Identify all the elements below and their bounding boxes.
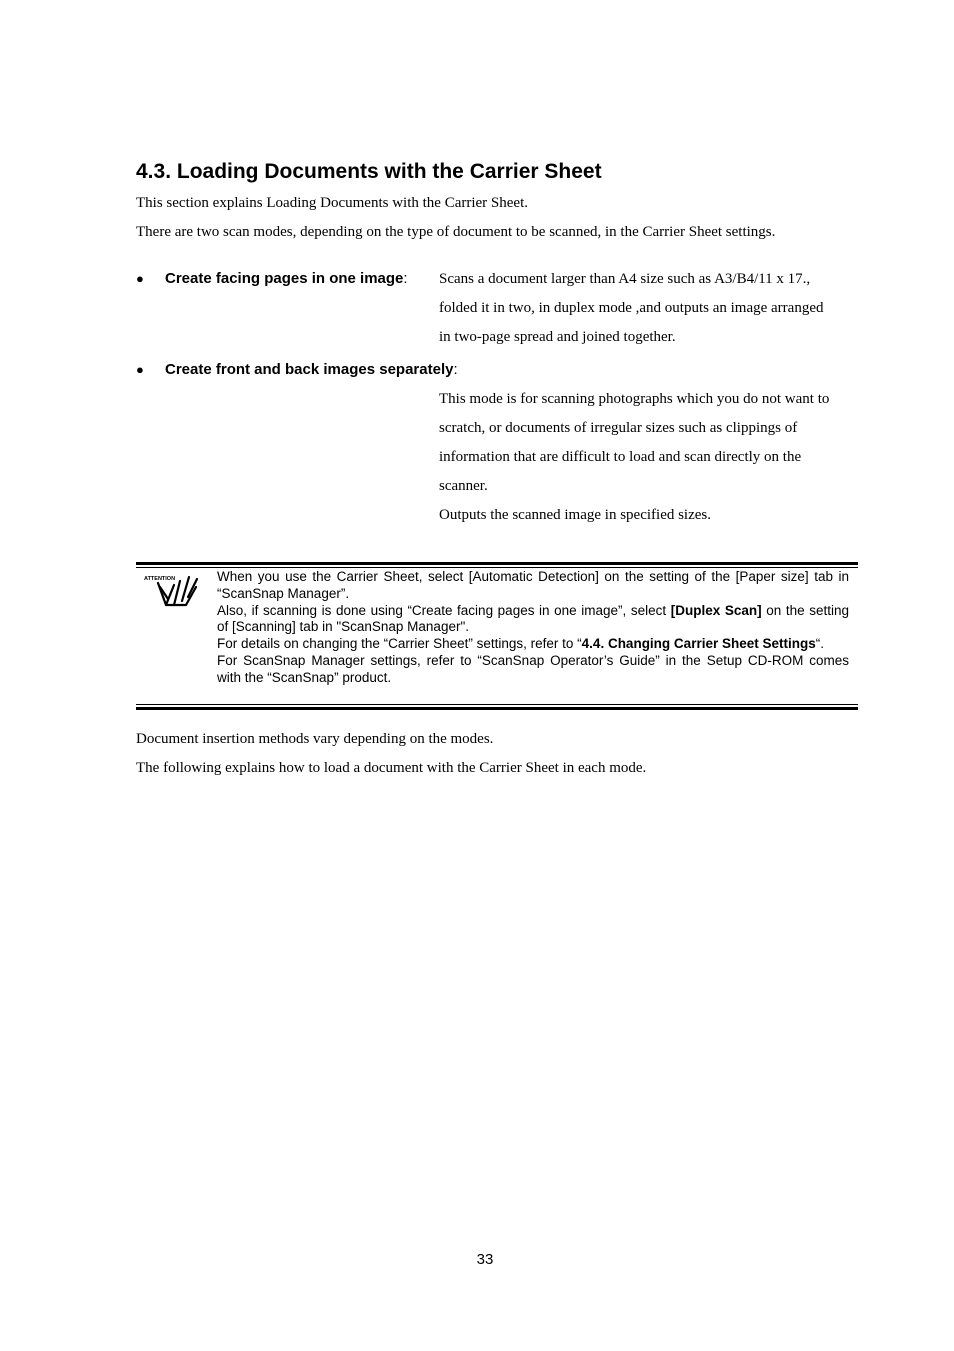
- attention-top-rule-thin: [136, 567, 858, 568]
- closing-paragraph-2: The following explains how to load a document with the Carrier Sheet in each mode.: [136, 760, 647, 776]
- description-line: Scans a document larger than A4 size such as A3/B4/11 x 17.,: [439, 271, 811, 287]
- mode-colon: :: [453, 361, 458, 378]
- mode-title: Create facing pages in one image: [165, 270, 404, 287]
- description-line: Outputs the scanned image in specified sizes.: [439, 507, 712, 523]
- attention-line-3: [217, 636, 849, 653]
- attention-line-3-text: For details on changing the “Carrier Sheet” settings, refer to “: [217, 636, 582, 652]
- attention-bottom-rule-thin: [136, 704, 858, 705]
- mode-colon: :: [403, 270, 408, 287]
- mode-item-separate-images: [136, 361, 458, 379]
- mode-description-facing-pages: [439, 265, 864, 352]
- intro-paragraph-1: This section explains Loading Documents with the Carrier Sheet.: [136, 195, 528, 211]
- attention-note: [217, 569, 849, 687]
- mode-item-facing-pages: [136, 270, 408, 288]
- section-title: 4.3. Loading Documents with the Carrier Sheet: [136, 160, 602, 183]
- description-line: information that are difficult to load and scan directly on the: [439, 449, 802, 465]
- attention-line-2: [217, 603, 849, 637]
- mode-description-separate-images: [439, 385, 864, 530]
- attention-hand-icon: [144, 571, 202, 607]
- intro-paragraph-2: There are two scan modes, depending on the type of document to be scanned, in the Carrier Sheet settings.: [136, 224, 776, 240]
- attention-bottom-rule-thick: [136, 707, 858, 710]
- bullet-icon: ●: [136, 362, 144, 377]
- description-line: folded it in two, in duplex mode ,and outputs an image arranged: [439, 300, 824, 316]
- mode-title: Create front and back images separately: [165, 361, 454, 378]
- description-line: scanner.: [439, 478, 488, 494]
- description-line: scratch, or documents of irregular sizes such as clippings of: [439, 420, 798, 436]
- closing-paragraph-1: Document insertion methods vary depending on the modes.: [136, 731, 494, 747]
- attention-top-rule-thick: [136, 562, 858, 565]
- attention-line-2-text-end: on the setting of [Scanning] tab in "ScanSnap Manager".: [217, 602, 849, 635]
- description-line: in two-page spread and joined together.: [439, 329, 676, 345]
- duplex-scan-label: [Duplex Scan]: [670, 602, 762, 618]
- bullet-icon: ●: [136, 271, 144, 286]
- attention-icon-label: ATTENTION: [144, 576, 176, 582]
- attention-line-4: For ScanSnap Manager settings, refer to “ScanSnap Operator’s Guide” in the Setup CD-ROM comes with the “ScanSnap” product.: [217, 652, 849, 685]
- section-reference: 4.4. Changing Carrier Sheet Settings: [581, 636, 816, 652]
- description-line: This mode is for scanning photographs which you do not want to: [439, 391, 830, 407]
- attention-line-1: When you use the Carrier Sheet, select [Automatic Detection] on the setting of the [Paper size] tab in “ScanSnap Manager”.: [217, 569, 849, 601]
- attention-line-2-text: Also, if scanning is done using “Create facing pages in one image”, select: [217, 602, 671, 618]
- attention-line-3-text-end: “.: [815, 636, 824, 652]
- page-number: 33: [476, 1251, 494, 1268]
